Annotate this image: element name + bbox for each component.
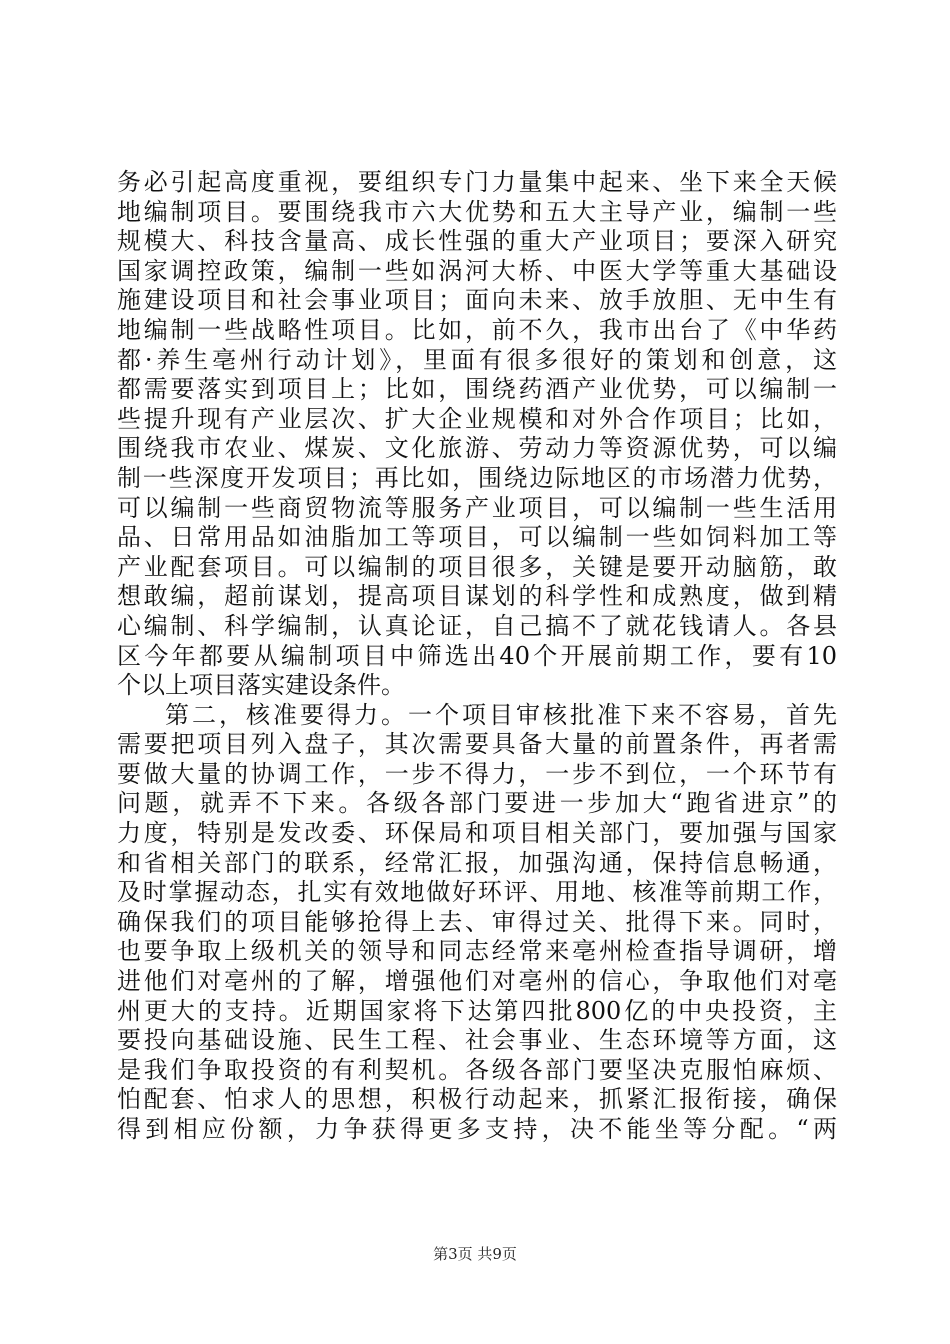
text-line: 可以编制一些商贸物流等服务产业项目，可以编制一些生活用 [117, 493, 837, 522]
text-line: 怕配套、怕求人的思想，积极行动起来，抓紧汇报衔接，确保 [117, 1085, 837, 1114]
text-line: 围绕我市农业、煤炭、文化旅游、劳动力等资源优势，可以编 [117, 434, 837, 463]
body-text [117, 168, 837, 1145]
page-footer [0, 1244, 950, 1264]
text-line: 也要争取上级机关的领导和同志经常来亳州检查指导调研，增 [117, 937, 837, 966]
text-line: 力度，特别是发改委、环保局和项目相关部门，要加强与国家 [117, 819, 837, 848]
text-line: 州更大的支持。近期国家将下达第四批800亿的中央投资，主 [117, 996, 837, 1025]
text-line: 第二，核准要得力。一个项目审核批准下来不容易，首先 [165, 700, 837, 729]
text-line: 进他们对亳州的了解，增强他们对亳州的信心，争取他们对亳 [117, 967, 837, 996]
text-line: 要做大量的协调工作，一步不得力，一步不到位，一个环节有 [117, 759, 837, 788]
text-line: 产业配套项目。可以编制的项目很多，关键是要开动脑筋，敢 [117, 552, 837, 581]
text-line: 要投向基础设施、民生工程、社会事业、生态环境等方面，这 [117, 1026, 837, 1055]
text-line: 制一些深度开发项目；再比如，围绕边际地区的市场潜力优势， [117, 463, 837, 492]
text-line: 及时掌握动态，扎实有效地做好环评、用地、核准等前期工作， [117, 878, 837, 907]
text-line: 都需要落实到项目上；比如，围绕药酒产业优势，可以编制一 [117, 375, 837, 404]
text-line: 品、日常用品如油脂加工等项目，可以编制一些如饲料加工等 [117, 523, 837, 552]
text-line: 都·养生亳州行动计划》，里面有很多很好的策划和创意，这 [117, 345, 837, 374]
text-line: 国家调控政策，编制一些如涡河大桥、中医大学等重大基础设 [117, 256, 837, 285]
text-line: 需要把项目列入盘子，其次需要具备大量的前置条件，再者需 [117, 730, 837, 759]
text-line: 确保我们的项目能够抢得上去、审得过关、批得下来。同时， [117, 907, 837, 936]
text-line: 个以上项目落实建设条件。 [117, 671, 405, 700]
text-line: 想敢编，超前谋划，提高项目谋划的科学性和成熟度，做到精 [117, 582, 837, 611]
text-line: 问题，就弄不下来。各级各部门要进一步加大“跑省进京”的 [117, 789, 837, 818]
text-line: 施建设项目和社会事业项目；面向未来、放手放胆、无中生有 [117, 286, 837, 315]
text-line: 和省相关部门的联系，经常汇报，加强沟通，保持信息畅通， [117, 848, 837, 877]
page-number: 第3页 共9页 [433, 1245, 517, 1263]
text-line: 规模大、科技含量高、成长性强的重大产业项目；要深入研究 [117, 227, 837, 256]
text-line: 地编制项目。要围绕我市六大优势和五大主导产业，编制一些 [117, 197, 837, 226]
text-line: 地编制一些战略性项目。比如，前不久，我市出台了《中华药 [117, 315, 837, 344]
paragraph-1 [117, 168, 837, 701]
text-line: 区今年都要从编制项目中筛选出40个开展前期工作，要有10 [117, 641, 837, 670]
text-line: 得到相应份额，力争获得更多支持，决不能坐等分配。“两 [117, 1115, 837, 1143]
text-line: 是我们争取投资的有利契机。各级各部门要坚决克服怕麻烦、 [117, 1055, 837, 1084]
text-line: 务必引起高度重视，要组织专门力量集中起来、坐下来全天候 [117, 168, 837, 196]
text-line: 些提升现有产业层次、扩大企业规模和对外合作项目；比如， [117, 404, 837, 433]
paragraph-2 [117, 701, 837, 1145]
text-line: 心编制、科学编制，认真论证，自己搞不了就花钱请人。各县 [117, 611, 837, 640]
